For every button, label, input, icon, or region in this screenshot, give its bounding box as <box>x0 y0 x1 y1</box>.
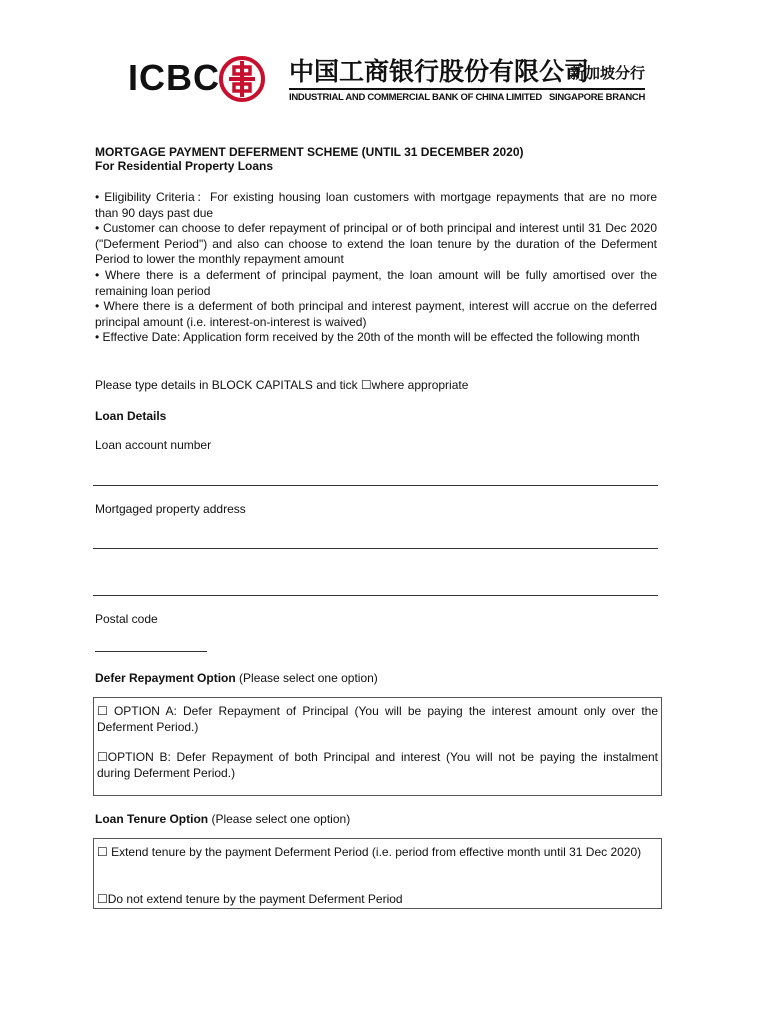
tenure-option-hint: (Please select one option) <box>208 812 351 826</box>
bullet-eligibility: • Eligibility Criteria：For existing housing loan customers with mortgage repayments that are no more than 90 days past due <box>95 190 657 220</box>
postal-code-label: Postal code <box>95 612 158 626</box>
page-subtitle: For Residential Property Loans <box>95 159 274 173</box>
option-a-checkbox[interactable]: ☐ OPTION A: Defer Repayment of Principal (You will be paying the interest amount only over the Deferment Period.) <box>97 704 658 734</box>
defer-option-heading: Defer Repayment Option <box>95 671 236 685</box>
branch-name-english: SINGAPORE BRANCH <box>549 92 646 103</box>
scheme-details <box>95 190 657 346</box>
bank-name-chinese: 中国工商银行股份有限公司 <box>289 57 590 86</box>
extend-tenure-checkbox[interactable]: ☐ Extend tenure by the payment Deferment Period (i.e. period from effective month until 31 Dec 2020) <box>97 845 642 859</box>
defer-option-heading-row <box>95 671 378 686</box>
branch-name-chinese: 新加坡分行 <box>570 64 646 82</box>
loan-account-label: Loan account number <box>95 438 212 452</box>
no-extend-tenure-checkbox[interactable]: ☐Do not extend tenure by the payment Deferment Period <box>97 892 403 906</box>
defer-option-box <box>93 697 662 796</box>
tenure-option-heading: Loan Tenure Option <box>95 812 209 826</box>
postal-code-field[interactable] <box>95 651 207 652</box>
instruction-text: Please type details in BLOCK CAPITALS and tick ☐where appropriate <box>95 378 469 392</box>
header-divider <box>289 88 645 90</box>
bullet-interest-deferment: • Where there is a deferment of both principal and interest payment, interest will accrue on the deferred principal amount (i.e. interest-on-interest is waived) <box>95 299 657 329</box>
loan-details-heading: Loan Details <box>95 409 167 423</box>
defer-option-hint: (Please select one option) <box>235 671 378 685</box>
page-title: MORTGAGE PAYMENT DEFERMENT SCHEME (UNTIL 31 DECEMBER 2020) <box>95 145 524 159</box>
bank-name-english: INDUSTRIAL AND COMMERCIAL BANK OF CHINA LIMITED <box>289 92 542 103</box>
property-address-field-line2[interactable] <box>93 595 658 596</box>
icbc-emblem-icon <box>219 56 265 102</box>
bullet-deferment-choice: • Customer can choose to defer repayment of principal or of both principal and interest until 31 Dec 2020 ("Deferment Period") and also can choose to extend the loan tenure by the duration of the Deferment Period to lower the monthly repayment amount <box>95 221 657 267</box>
bullet-principal-deferment: • Where there is a deferment of principal payment, the loan amount will be fully amortised over the remaining loan period <box>95 267 657 298</box>
property-address-field-line1[interactable] <box>93 548 658 549</box>
bullet-effective-date: • Effective Date: Application form received by the 20th of the month will be effected the following month <box>95 330 640 345</box>
option-b-checkbox[interactable]: ☐OPTION B: Defer Repayment of both Principal and interest (You will not be paying the instalment during Deferment Period.) <box>97 750 658 780</box>
tenure-option-heading-row <box>95 812 350 827</box>
tenure-option-box <box>93 838 662 909</box>
icbc-logo-text: ICBC <box>128 57 220 98</box>
loan-account-field[interactable] <box>93 485 658 486</box>
property-address-label: Mortgaged property address <box>95 502 246 516</box>
